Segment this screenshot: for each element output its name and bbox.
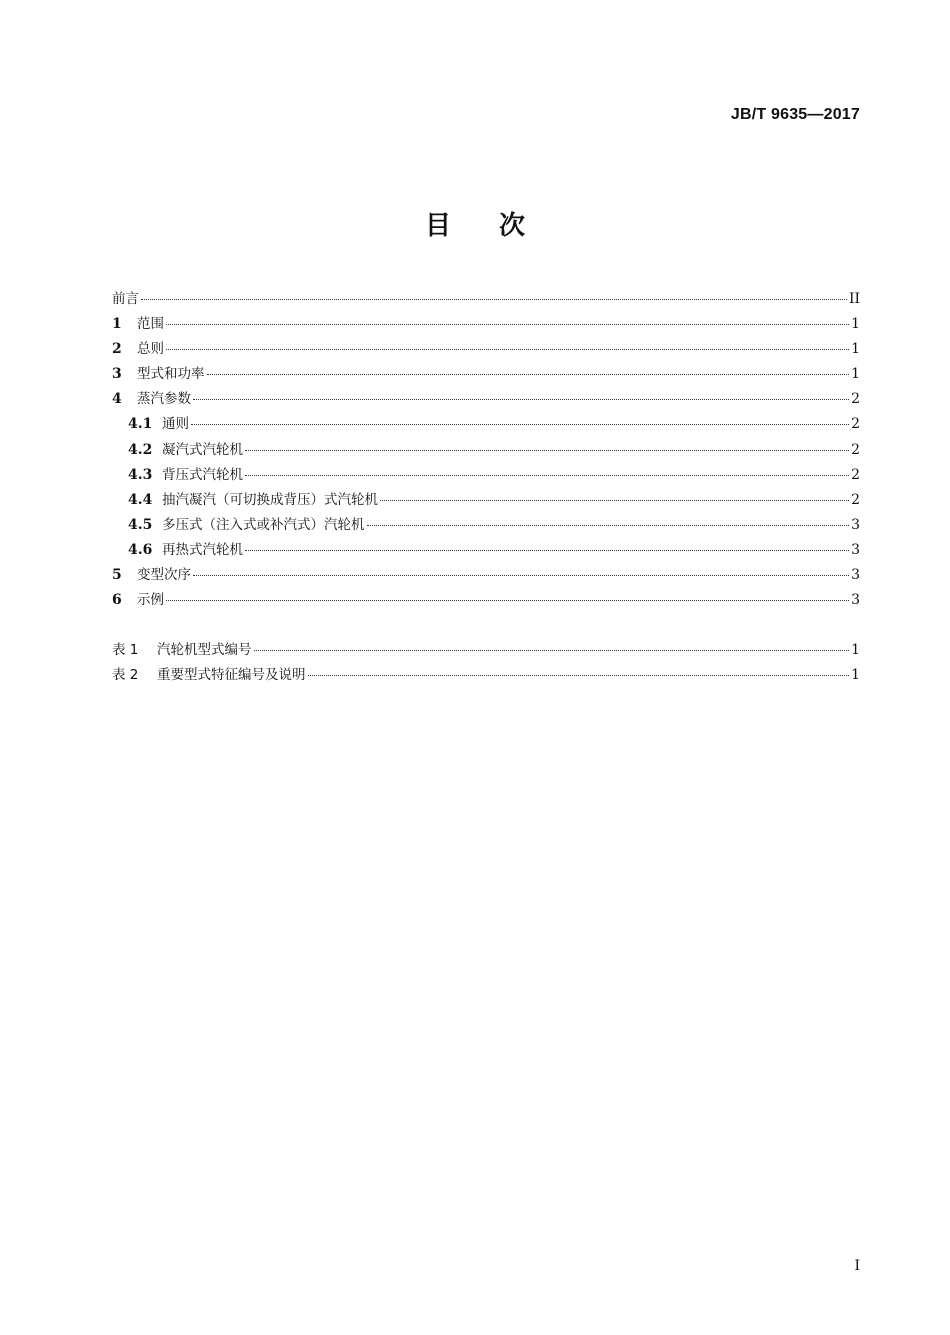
standard-code: JB/T 9635—2017 xyxy=(730,106,860,123)
toc-entry-foreword[interactable] xyxy=(112,287,860,312)
toc-page: 2 xyxy=(851,466,860,483)
toc-page: 1 xyxy=(851,341,860,358)
toc-subentry[interactable] xyxy=(112,538,860,563)
toc-label: 变型次序 xyxy=(137,567,191,584)
toc-page: 1 xyxy=(851,667,860,684)
toc-subentry[interactable] xyxy=(112,513,860,538)
toc-page: 2 xyxy=(851,391,860,408)
dot-leader xyxy=(193,574,849,576)
dot-leader xyxy=(367,524,850,526)
toc-label: 型式和功率 xyxy=(137,366,205,383)
toc-number: 4.6 xyxy=(128,541,153,558)
dot-leader xyxy=(193,398,849,400)
dot-leader xyxy=(166,599,849,601)
toc-page: 2 xyxy=(851,416,860,433)
dot-leader xyxy=(245,474,849,476)
toc-label: 前言 xyxy=(112,291,139,307)
toc-label: 通则 xyxy=(162,416,189,433)
toc-label: 蒸汽参数 xyxy=(137,391,191,408)
toc-subentry[interactable] xyxy=(112,412,860,437)
dot-leader xyxy=(166,348,849,350)
dot-leader xyxy=(207,373,850,375)
page-title xyxy=(0,205,950,242)
toc-number: 4.5 xyxy=(128,516,153,533)
toc-number: 2 xyxy=(112,341,122,358)
toc-entry[interactable] xyxy=(112,588,860,613)
dot-leader xyxy=(141,298,847,300)
toc-number: 4 xyxy=(112,391,122,408)
toc-label: 示例 xyxy=(137,592,164,609)
toc-page: 3 xyxy=(851,516,860,533)
toc-label: 再热式汽轮机 xyxy=(162,541,243,558)
dot-leader xyxy=(380,499,849,501)
toc-entry[interactable] xyxy=(112,362,860,387)
dot-leader xyxy=(166,323,849,325)
toc-number: 4.4 xyxy=(128,491,153,508)
toc-number: 6 xyxy=(112,592,122,609)
toc-label: 抽汽凝汽（可切换成背压）式汽轮机 xyxy=(162,491,378,508)
toc-label: 背压式汽轮机 xyxy=(162,466,243,483)
toc-number: 5 xyxy=(112,567,122,584)
toc-page: 1 xyxy=(851,366,860,383)
table-of-contents xyxy=(112,287,860,688)
title-char-2: 次 xyxy=(499,211,526,241)
toc-entry[interactable] xyxy=(112,312,860,337)
dot-leader xyxy=(245,449,849,451)
toc-entry[interactable] xyxy=(112,337,860,362)
toc-table-number: 表 1 xyxy=(112,642,139,659)
toc-entry[interactable] xyxy=(112,563,860,588)
toc-page: 3 xyxy=(851,567,860,584)
dot-leader xyxy=(191,423,849,425)
dot-leader xyxy=(308,674,850,676)
toc-label: 重要型式特征编号及说明 xyxy=(157,667,306,684)
toc-page: 2 xyxy=(851,491,860,508)
title-char-1: 目 xyxy=(424,211,451,241)
toc-subentry[interactable] xyxy=(112,463,860,488)
page-number: I xyxy=(854,1258,860,1274)
toc-entry[interactable] xyxy=(112,387,860,412)
toc-table-entry[interactable] xyxy=(112,663,860,688)
toc-table-number: 表 2 xyxy=(112,667,139,684)
toc-label: 多压式（注入式或补汽式）汽轮机 xyxy=(162,516,365,533)
toc-label: 总则 xyxy=(137,341,164,358)
toc-number: 1 xyxy=(112,316,122,333)
toc-page: 1 xyxy=(851,642,860,659)
toc-subentry[interactable] xyxy=(112,438,860,463)
toc-page: II xyxy=(848,291,860,307)
toc-page: 2 xyxy=(851,441,860,458)
toc-page: 3 xyxy=(851,592,860,609)
toc-number: 4.1 xyxy=(128,416,153,433)
toc-table-entry[interactable] xyxy=(112,638,860,663)
toc-number: 4.2 xyxy=(128,441,153,458)
dot-leader xyxy=(254,649,850,651)
toc-number: 4.3 xyxy=(128,466,153,483)
toc-page: 1 xyxy=(851,316,860,333)
toc-label: 范围 xyxy=(137,316,164,333)
toc-number: 3 xyxy=(112,366,122,383)
toc-subentry[interactable] xyxy=(112,488,860,513)
toc-label: 凝汽式汽轮机 xyxy=(162,441,243,458)
dot-leader xyxy=(245,549,849,551)
toc-page: 3 xyxy=(851,541,860,558)
toc-label: 汽轮机型式编号 xyxy=(157,642,252,659)
